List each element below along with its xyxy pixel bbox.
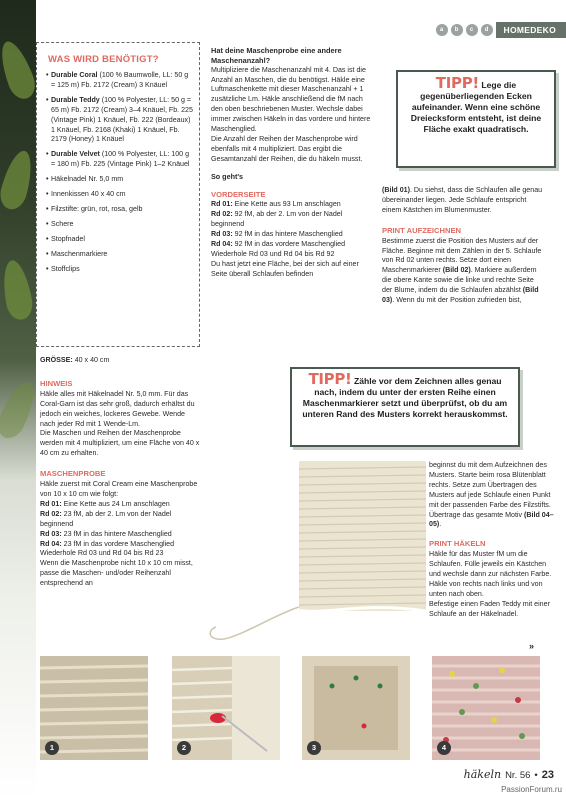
nav-dot: a — [436, 24, 448, 36]
step-photo-4 — [432, 656, 540, 760]
section-tag: HOMEDEKO — [496, 22, 566, 38]
tip-text: Lege die gegenüberliegenden Ecken aufeinander. Wenn eine schöne Dreiecksform entsteht, ist deine Fläche exakt quadratisch. — [410, 80, 542, 134]
list-item: • Stoffclips — [46, 265, 193, 275]
haekeln-paragraph: Befestige einen Faden Teddy mit einer Schlaufe an der Häkelnadel. — [429, 599, 550, 618]
list-item: • Häkelnadel Nr. 5,0 mm — [46, 175, 193, 185]
maschenprobe-heading: MASCHENPROBE — [40, 469, 106, 479]
aufzeichnen-paragraph: beginnst du mit dem Aufzeichnen des Musters. Starte beim rosa Blütenblatt rechts. Setze zum Übertragen des Musters auf jede Schlaufe einen Punkt mit der passenden Farbe des Filzstifts. Übertrage das gesamte Motiv (Bild 04–05). — [429, 461, 554, 529]
round-line: Rd 03: 23 fM in das hintere Maschenglied — [40, 529, 172, 538]
vorderseite-heading: VORDERSEITE — [211, 189, 266, 199]
print-haekeln-heading: PRINT HÄKELN — [429, 539, 486, 549]
haekeln-paragraph: Häkle für das Muster fM um die Schlaufen. Fülle jeweils ein Kästchen und wechsle dann zur nächsten Farbe. Häkle von rechts nach links und von unten nach oben. — [429, 550, 552, 598]
page-footer — [464, 768, 554, 781]
nav-dot: b — [451, 24, 463, 36]
yarn-tail — [204, 605, 304, 645]
hinweis-paragraph: Häkle alles mit Häkelnadel Nr. 5,0 mm. Für das Coral-Garn ist das sehr groß, dadurch erhältst du jedoch ein weiches, lockeres Gewebe. Wende nach jeder Rd mit 1 Wende-Lm. — [40, 389, 195, 428]
round-line: Rd 01: Eine Kette aus 24 Lm anschlagen — [40, 499, 170, 508]
list-item: • Innenkissen 40 x 40 cm — [46, 190, 193, 200]
photo-number-badge: 2 — [177, 741, 191, 755]
print-paragraph: Bestimme zuerst die Position des Musters auf der Fläche. Beginne mit dem Zählen in der 5. Schlaufe von Rd 02 unten rechts. Setze dort einen Maschenmarkierer (Bild 02). Markiere außerdem die obere Kante sowie die linke und rechte Seite der Blume, indem du die Schlaufen abzählst (Bild 03). Wenn du mit der Position zufrieden bist, — [382, 236, 542, 305]
list-item: • Durable Velvet (100 % Polyester, LL: 100 g = 180 m) Fb. 225 (Vintage Pink) 1–2 Knäuel — [46, 150, 193, 170]
probe-intro: Häkle zuerst mit Coral Cream eine Maschenprobe von 10 x 10 cm wie folgt: — [40, 480, 198, 498]
round-line: Rd 04: 23 fM in das vordere Maschenglied Wiederhole Rd 03 und Rd 04 bis Rd 23 — [40, 539, 175, 558]
issue-number: Nr. 56 — [505, 770, 531, 781]
watermark: PassionForum.ru — [501, 785, 562, 794]
round-line: Rd 03: 92 fM in das hintere Maschenglied — [211, 230, 343, 239]
right-column — [382, 186, 544, 306]
bild01-paragraph: (Bild 01). Du siehst, dass die Schlaufen alle genau übereinander liegen. Jede Schlaufe entspricht einem Kästchen im Blumenmuster. — [382, 186, 543, 214]
round-line: Rd 01: Eine Kette aus 93 Lm anschlagen — [211, 200, 341, 209]
page-number: 23 — [541, 769, 554, 781]
section-header — [436, 22, 566, 38]
hinweis-paragraph: Die Maschen und Reihen der Maschenprobe werden mit 4 multipliziert, um eine Fläche von 40 x 40 cm zu erhalten. — [40, 429, 200, 458]
list-item: • Stopfnadel — [46, 235, 193, 245]
magazine-brand: häkeln — [463, 768, 502, 781]
round-line: Rd 04: 92 fM in das vordere Maschenglied Wiederhole Rd 03 und Rd 04 bis Rd 92 — [211, 240, 346, 258]
probe-end: Wenn die Maschenprobe nicht 10 x 10 cm misst, passe die Maschen- und/oder Reihenzahl entsprechend an — [40, 559, 193, 588]
print-aufzeichnen-heading: PRINT AUFZEICHNEN — [382, 225, 462, 235]
materials-list — [37, 71, 199, 275]
round-line: Rd 02: 23 fM, ab der 2. Lm von der Nadel beginnend — [40, 509, 172, 528]
background-plant-strip — [0, 0, 36, 800]
step-photo-2 — [172, 656, 280, 760]
photo-number-badge: 4 — [437, 741, 451, 755]
magazine-page — [36, 0, 566, 800]
step-photo-1 — [40, 656, 148, 760]
list-item: • Maschenmarkiere — [46, 250, 193, 260]
crochet-swatch-photo — [299, 461, 426, 611]
step-photo-3 — [302, 656, 410, 760]
photo-number-badge: 1 — [45, 741, 59, 755]
continue-arrow: » — [529, 641, 535, 651]
nav-dot: d — [481, 24, 493, 36]
middle-column — [211, 46, 373, 280]
vorderseite-end: Du hast jetzt eine Fläche, bei der sich auf einer Seite überall Schlaufen befinden — [211, 259, 359, 278]
left-column — [40, 356, 202, 589]
photo-number-badge: 3 — [307, 741, 321, 755]
list-item: • Filzstifte: grün, rot, rosa, gelb — [46, 205, 193, 215]
list-item: • Durable Coral (100 % Baumwolle, LL: 50 g = 125 m) Fb. 2172 (Cream) 3 Knäuel — [46, 71, 193, 91]
swatch-texture — [299, 461, 426, 611]
tip-box-1 — [396, 70, 556, 168]
list-item: • Durable Teddy (100 % Polyester, LL: 50 g = 65 m) Fb. 2172 (Cream) 3–4 Knäuel, Fb. 225 (Vintage Pink) 1 Knäuel, Fb. 222 (Bordeaux) 1 Knäuel, Fb. 2168 (Khaki) 1 Knäuel, Fb. 2179 (Honey) 1 Knäuel — [46, 96, 193, 146]
right-column-bottom — [429, 461, 554, 620]
list-item: • Schere — [46, 220, 193, 230]
tip-label: TIPP! — [308, 370, 352, 388]
tip-text: Zähle vor dem Zeichnen alles genau nach, indem du unter der ersten Reihe einen Maschenmarkierer setzt und überprüfst, ob du am unteren Rand des Musters korrekt herauskommst. — [302, 376, 508, 419]
round-line: Rd 02: 92 fM, ab der 2. Lm von der Nadel beginnend — [211, 210, 343, 229]
hinweis-heading: HINWEIS — [40, 378, 73, 388]
question-heading: Hat deine Maschenprobe eine andere Maschenanzahl? — [211, 46, 342, 65]
so-gehts-heading: So geht's — [211, 171, 244, 181]
tip-label: TIPP! — [435, 74, 479, 92]
nav-dot: c — [466, 24, 478, 36]
size-line: GRÖSSE: 40 x 40 cm — [40, 356, 110, 364]
materials-title: WAS WIRD BENÖTIGT? — [48, 54, 159, 65]
answer-paragraph: Die Anzahl der Reihen der Maschenprobe wird ebenfalls mit 4 multipliziert. Das ergibt die Gesamtanzahl der Reihen, die du häkeln musst. — [211, 134, 363, 163]
materials-box — [36, 42, 200, 347]
footer-bullet: • — [534, 770, 538, 781]
tip-box-2 — [290, 367, 520, 447]
answer-paragraph: Multipliziere die Maschenanzahl mit 4. Das ist die Anzahl an Maschen, die du benötigst. Häkle eine Luftmaschenkette mit dieser Maschenanzahl + 1 zusätzliche Lm. Häkle anschließend die fM nach den oben beschriebenen Muster. Wechsle dabei immer zwischen Häkeln in das vordere und hintere Maschenglied. — [211, 65, 371, 134]
